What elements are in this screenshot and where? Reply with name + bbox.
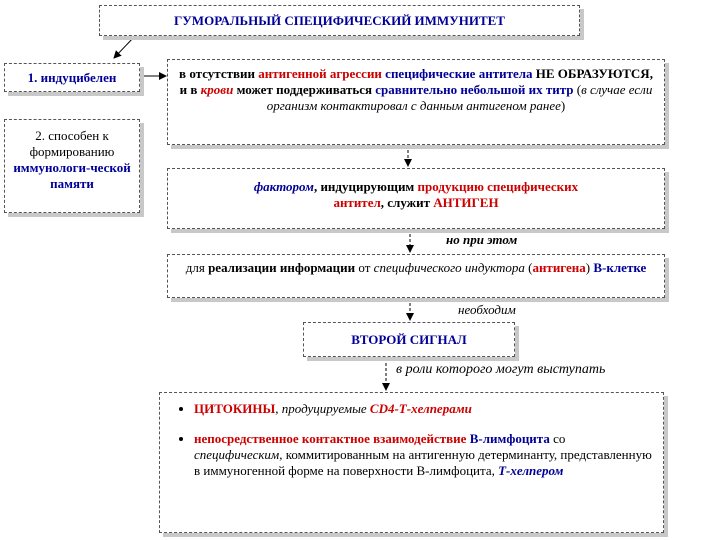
title-box [99, 5, 580, 36]
arrow-title-to-inducible [114, 37, 134, 58]
inducible-text: 1. индуцибелен [27, 70, 117, 85]
title-text: ГУМОРАЛЬНЫЙ СПЕЦИФИЧЕСКИЙ ИММУНИТЕТ [174, 13, 505, 28]
box-second-signal [303, 322, 515, 357]
inducible-box [4, 63, 140, 92]
label-required: необходим [458, 302, 516, 317]
box-inducing-factor: фактором, индуцирующим продукцию специфических антител, служит АНТИГЕН [167, 168, 665, 229]
memory-text-a: 2. способен к формированию [29, 128, 115, 159]
list-item-contact: • непосредственное контактное взаимодействие В-лимфоцита со специфическим, коммитированным на антигенную детерминанту, представленную в иммуногенной форме на поверхности В-лимфоцита, Т-хелпером [194, 431, 655, 479]
box-second-signal-options [159, 392, 664, 533]
label-however: но при этом [446, 232, 518, 247]
box-information: для реализации информации от специфического индуктора (антигена) В-клетке [167, 254, 665, 298]
list-item-cytokines: • ЦИТОКИНЫ, продуцируемые CD4-Т-хелперами [194, 401, 655, 417]
second-signal-text: ВТОРОЙ СИГНАЛ [351, 332, 467, 347]
memory-text-b: иммунологи-ческой памяти [13, 160, 131, 191]
memory-box [4, 119, 140, 213]
box-no-antigen: в отсутствии антигенной агрессии специфические антитела НЕ ОБРАЗУЮТСЯ, и в крови может поддерживаться сравнительно небольшой их титр (в случае если организм контактировал с данным антигеном ранее) [167, 59, 665, 145]
label-role: в роли которого могут выступать [396, 362, 606, 377]
